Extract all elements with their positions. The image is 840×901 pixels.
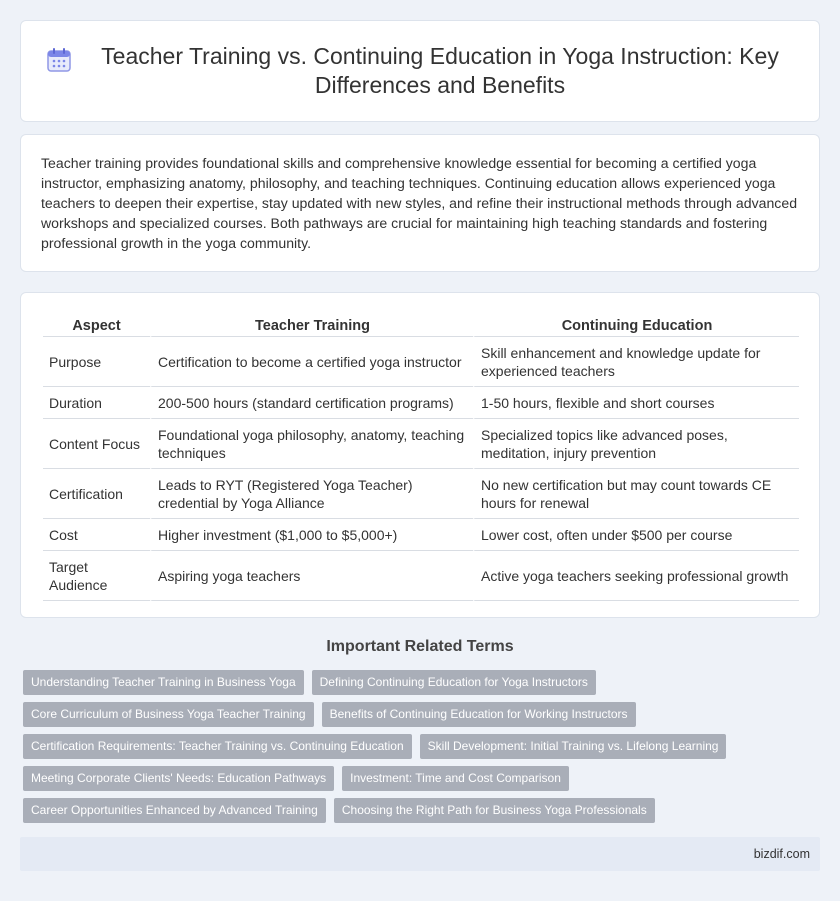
row-aspect: Certification bbox=[43, 469, 150, 519]
intro-paragraph: Teacher training provides foundational skills and comprehensive knowledge essential for becoming a certified yoga instructor, emphasizing anatomy, philosophy, and teaching techniques. Continuing education allows experienced yoga teachers to deepen their expertise, stay updated with new styles, and refine their instructional methods through advanced workshops and specialized courses. Both pathways are crucial for maintaining high teaching standards and fostering professional growth in the yoga community. bbox=[41, 155, 798, 251]
related-terms-list bbox=[23, 670, 823, 830]
intro-card bbox=[20, 134, 820, 272]
footer bbox=[20, 837, 820, 871]
footer-brand-link[interactable]: bizdif.com bbox=[753, 847, 810, 861]
column-header-aspect: Aspect bbox=[43, 313, 150, 337]
comparison-table bbox=[43, 313, 799, 601]
row-continuing-education: Lower cost, often under $500 per course bbox=[473, 519, 799, 551]
row-teacher-training: Foundational yoga philosophy, anatomy, teaching techniques bbox=[150, 419, 473, 469]
page-title: Teacher Training vs. Continuing Education in Yoga Instruction: Key Differences and Benefits bbox=[101, 43, 779, 98]
row-teacher-training: Higher investment ($1,000 to $5,000+) bbox=[150, 519, 473, 551]
table-row bbox=[43, 387, 799, 419]
comparison-card bbox=[20, 292, 820, 618]
row-continuing-education: Active yoga teachers seeking professional growth bbox=[473, 551, 799, 601]
column-header-teacher-training: Teacher Training bbox=[150, 313, 473, 337]
row-aspect: Duration bbox=[43, 387, 150, 419]
row-teacher-training: Aspiring yoga teachers bbox=[150, 551, 473, 601]
row-continuing-education: No new certification but may count towards CE hours for renewal bbox=[473, 469, 799, 519]
row-aspect: Purpose bbox=[43, 337, 150, 387]
related-term-tag[interactable]: Certification Requirements: Teacher Training vs. Continuing Education bbox=[23, 734, 412, 759]
row-continuing-education: 1-50 hours, flexible and short courses bbox=[473, 387, 799, 419]
table-row bbox=[43, 337, 799, 387]
related-term-tag[interactable]: Benefits of Continuing Education for Working Instructors bbox=[322, 702, 636, 727]
related-term-tag[interactable]: Career Opportunities Enhanced by Advanced Training bbox=[23, 798, 326, 823]
row-aspect: Cost bbox=[43, 519, 150, 551]
row-aspect: Target Audience bbox=[43, 551, 150, 601]
row-aspect: Content Focus bbox=[43, 419, 150, 469]
column-header-continuing-education: Continuing Education bbox=[473, 313, 799, 337]
row-teacher-training: Certification to become a certified yoga instructor bbox=[150, 337, 473, 387]
table-header-row bbox=[43, 313, 799, 337]
related-term-tag[interactable]: Core Curriculum of Business Yoga Teacher Training bbox=[23, 702, 314, 727]
table-row bbox=[43, 519, 799, 551]
related-term-tag[interactable]: Skill Development: Initial Training vs. Lifelong Learning bbox=[420, 734, 727, 759]
row-continuing-education: Specialized topics like advanced poses, meditation, injury prevention bbox=[473, 419, 799, 469]
row-teacher-training: Leads to RYT (Registered Yoga Teacher) credential by Yoga Alliance bbox=[150, 469, 473, 519]
calendar-icon bbox=[45, 46, 73, 74]
title-card bbox=[20, 20, 820, 122]
related-term-tag[interactable]: Understanding Teacher Training in Business Yoga bbox=[23, 670, 304, 695]
row-continuing-education: Skill enhancement and knowledge update for experienced teachers bbox=[473, 337, 799, 387]
row-teacher-training: 200-500 hours (standard certification programs) bbox=[150, 387, 473, 419]
table-row bbox=[43, 419, 799, 469]
related-term-tag[interactable]: Choosing the Right Path for Business Yoga Professionals bbox=[334, 798, 655, 823]
related-terms-title: Important Related Terms bbox=[326, 638, 514, 655]
related-term-tag[interactable]: Defining Continuing Education for Yoga Instructors bbox=[312, 670, 596, 695]
table-row bbox=[43, 469, 799, 519]
related-term-tag[interactable]: Meeting Corporate Clients' Needs: Education Pathways bbox=[23, 766, 334, 791]
table-row bbox=[43, 551, 799, 601]
related-term-tag[interactable]: Investment: Time and Cost Comparison bbox=[342, 766, 569, 791]
